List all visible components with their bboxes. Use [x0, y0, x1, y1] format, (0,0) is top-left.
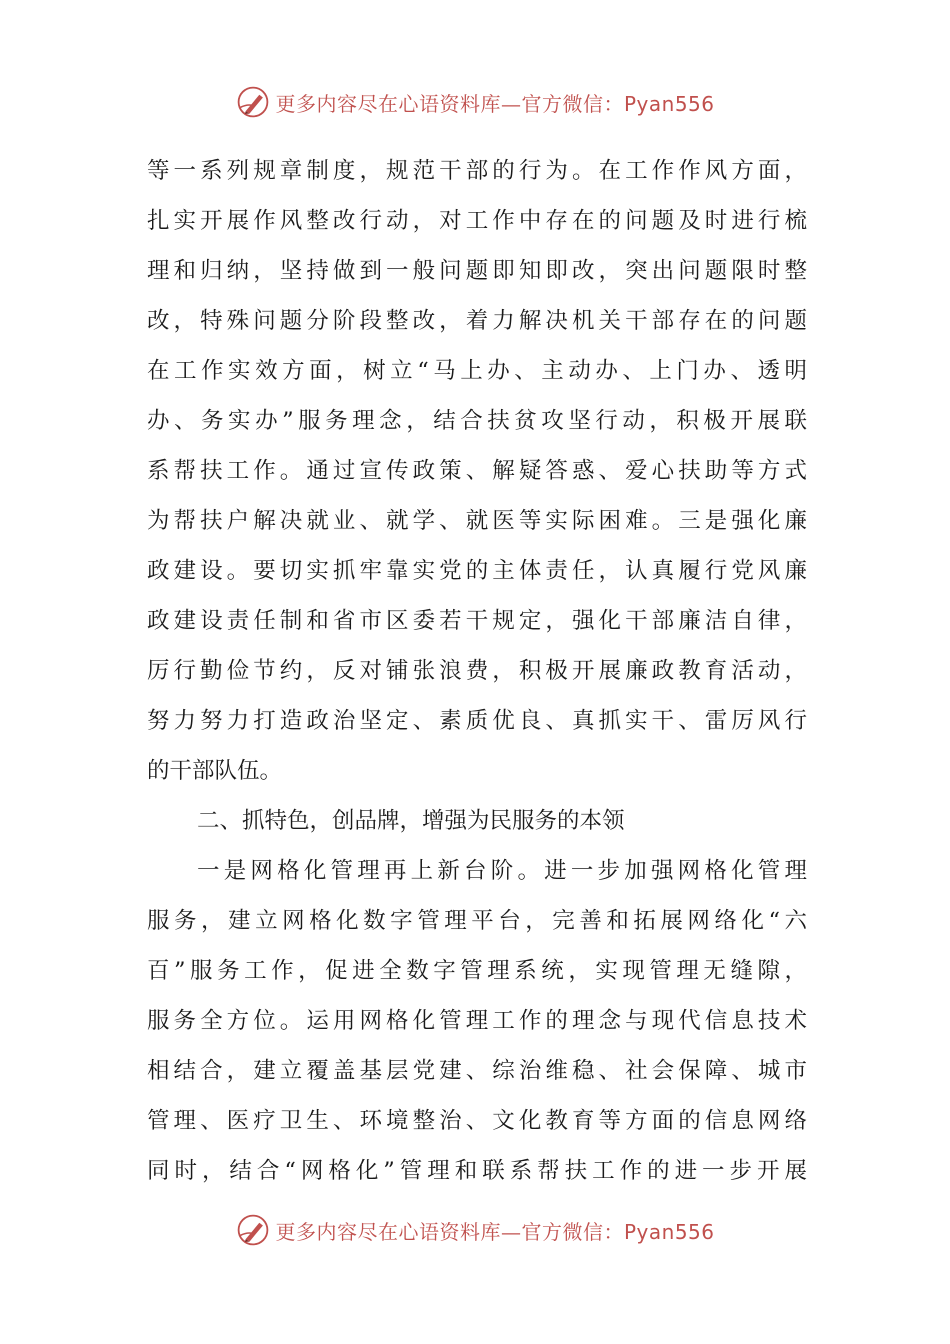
text-line: 百”服务工作，促进全数字管理系统，实现管理无缝隙， [147, 958, 807, 984]
watermark-header [0, 82, 950, 122]
text-line: 等一系列规章制度，规范干部的行为。在工作作风方面， [147, 158, 807, 184]
text-line: 改，特殊问题分阶段整改，着力解决机关干部存在的问题 [147, 308, 807, 334]
text-line: 管理、医疗卫生、环境整治、文化教育等方面的信息网络 [147, 1108, 807, 1134]
watermark-text: 更多内容尽在心语资料库—官方微信：Pyan556 [275, 1219, 715, 1244]
text-line: 办、务实办”服务理念，结合扶贫攻坚行动，积极开展联 [147, 408, 807, 434]
text-line: 同时，结合“网格化”管理和联系帮扶工作的进一步开展 [147, 1158, 807, 1184]
text-line: 相结合，建立覆盖基层党建、综治维稳、社会保障、城市 [147, 1058, 807, 1084]
pen-logo-icon [235, 84, 271, 120]
text-line: 努力努力打造政治坚定、素质优良、真抓实干、雷厉风行 [147, 708, 807, 734]
watermark-account: Pyan556 [623, 91, 715, 116]
paragraph-first-line: 一是网格化管理再上新台阶。进一步加强网格化管理 [197, 858, 807, 884]
watermark-account: Pyan556 [623, 1219, 715, 1244]
text-line: 政建设。要切实抓牢靠实党的主体责任，认真履行党风廉 [147, 558, 807, 584]
text-line: 在工作实效方面，树立“马上办、主动办、上门办、透明 [147, 358, 807, 384]
text-line: 扎实开展作风整改行动，对工作中存在的问题及时进行梳 [147, 208, 807, 234]
text-line: 厉行勤俭节约，反对铺张浪费，积极开展廉政教育活动， [147, 658, 807, 684]
text-line: 服务全方位。运用网格化管理工作的理念与现代信息技术 [147, 1008, 807, 1034]
text-line: 服务，建立网格化数字管理平台，完善和拓展网络化“六 [147, 908, 807, 934]
text-line: 的干部队伍。 [147, 758, 283, 784]
watermark-text: 更多内容尽在心语资料库—官方微信：Pyan556 [275, 91, 715, 116]
text-line: 政建设责任制和省市区委若干规定，强化干部廉洁自律， [147, 608, 807, 634]
watermark-footer [0, 1210, 950, 1250]
pen-logo-icon [235, 1212, 271, 1248]
text-line: 为帮扶户解决就业、就学、就医等实际困难。三是强化廉 [147, 508, 807, 534]
text-line: 理和归纳，坚持做到一般问题即知即改，突出问题限时整 [147, 258, 807, 284]
text-line: 系帮扶工作。通过宣传政策、解疑答惑、爱心扶助等方式 [147, 458, 807, 484]
document-body [147, 146, 807, 1196]
section-heading: 二、抓特色，创品牌，增强为民服务的本领 [197, 808, 625, 834]
